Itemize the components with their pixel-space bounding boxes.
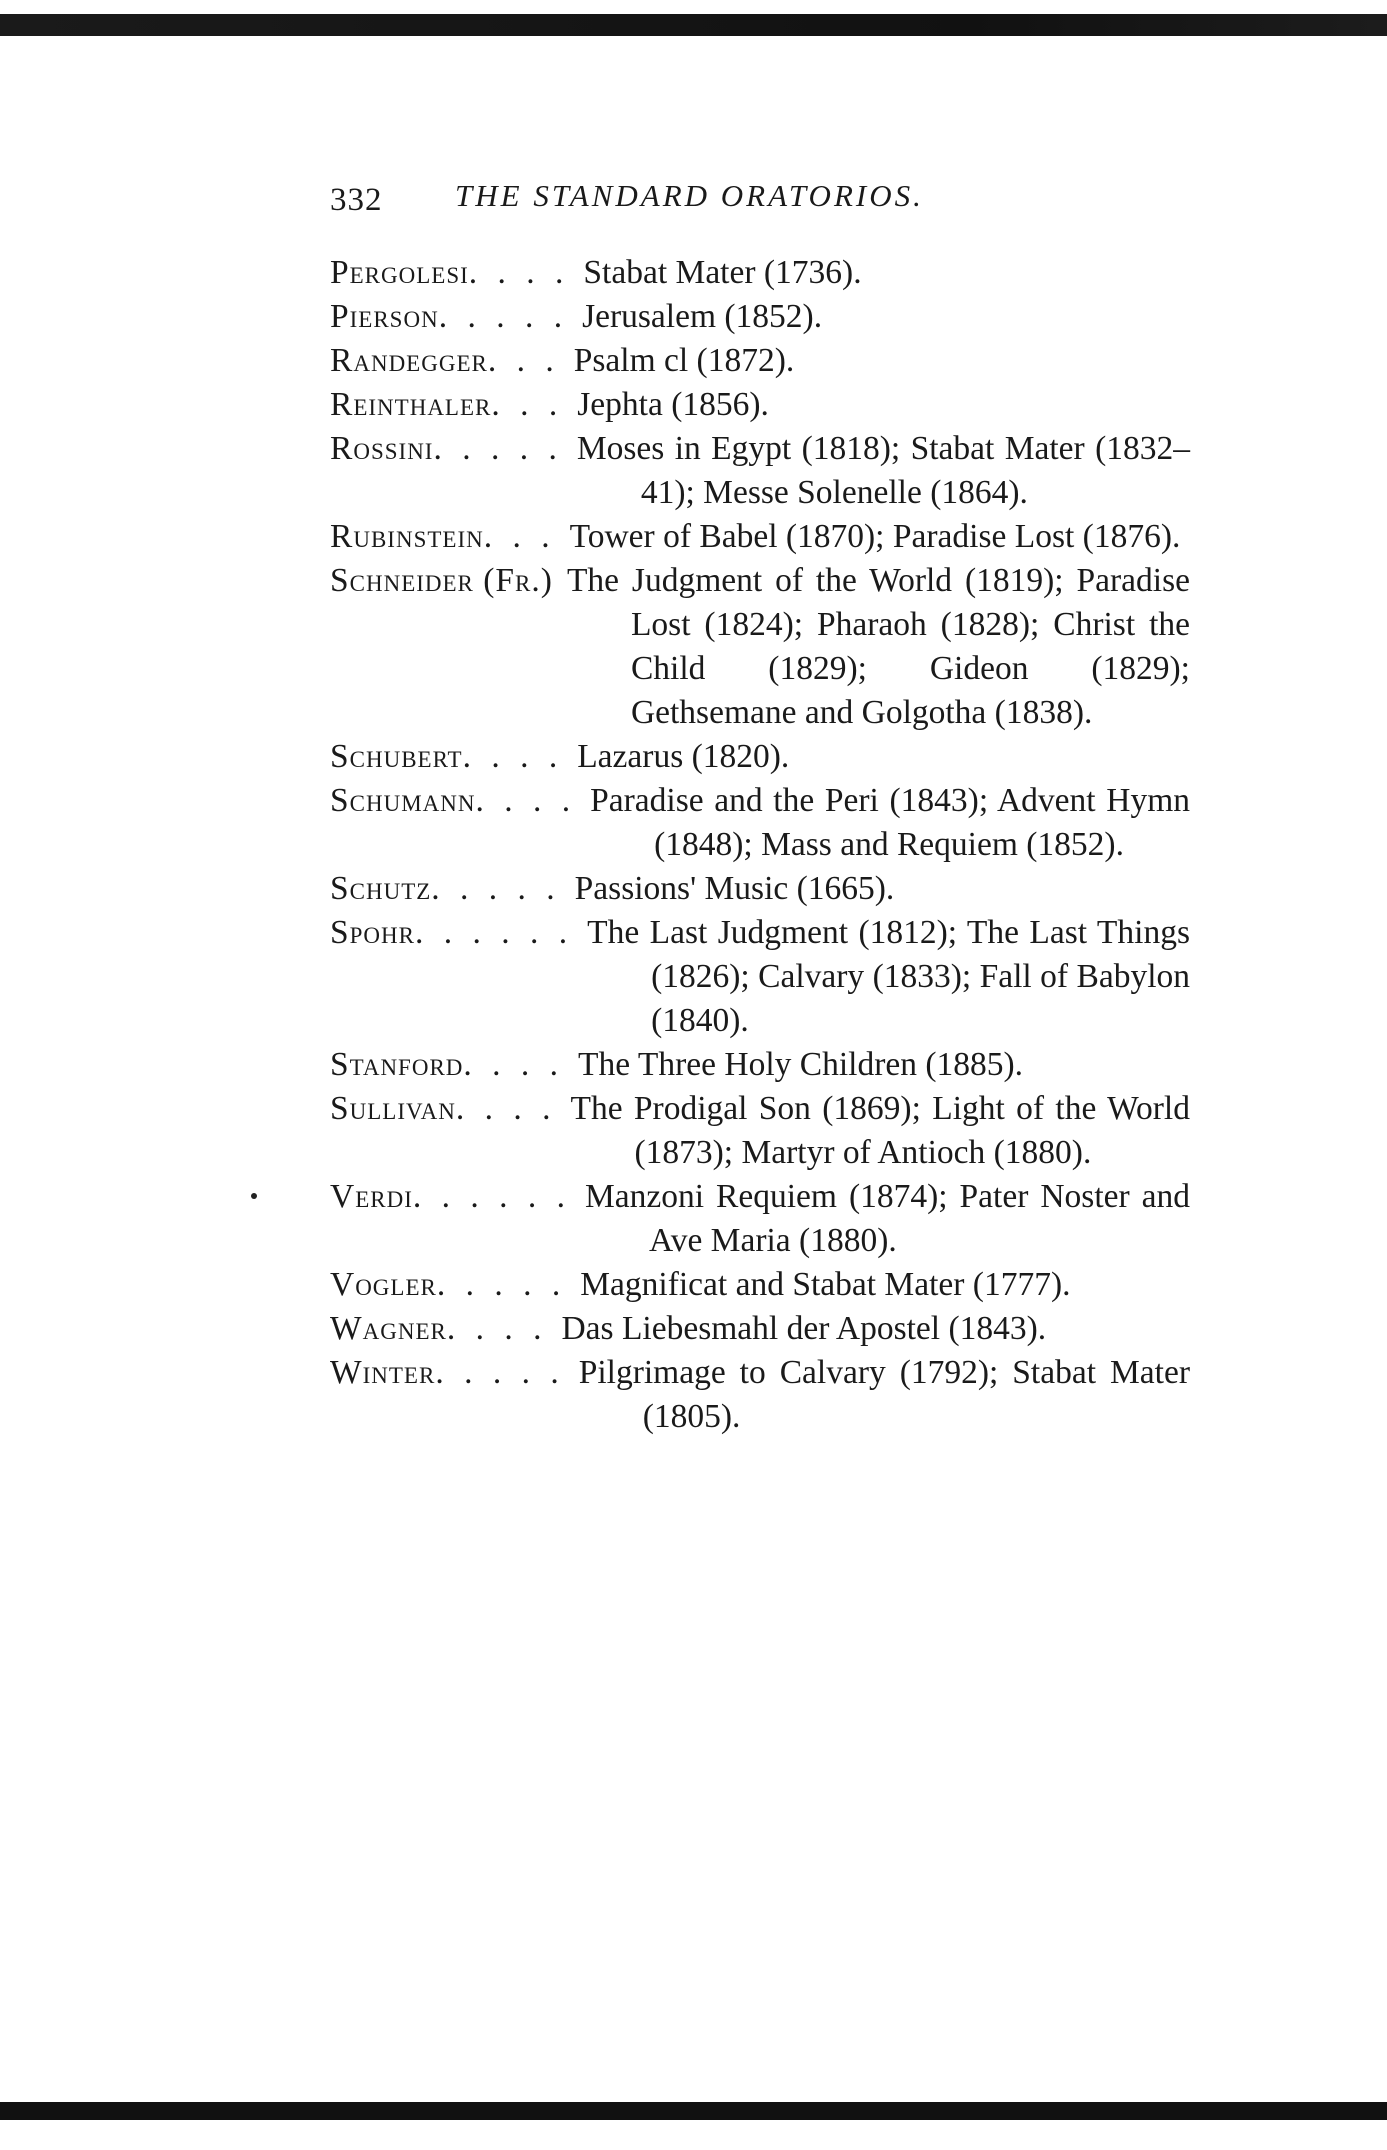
oratorio-list bbox=[330, 251, 1190, 1439]
composer-name: Randegger bbox=[330, 342, 488, 379]
list-item bbox=[330, 339, 1190, 383]
dot-leader: . . . . bbox=[475, 782, 577, 819]
dot-leader: . . . . bbox=[463, 1046, 565, 1083]
list-item bbox=[330, 295, 1190, 339]
dot-leader: . . . . . bbox=[435, 1354, 565, 1391]
works-list: The Three Holy Children (1885). bbox=[578, 1046, 1024, 1083]
list-item bbox=[330, 559, 1190, 735]
list-item bbox=[330, 1043, 1190, 1087]
works-list: Paradise and the Peri (1843); Advent Hymn (1848); Mass and Requiem (1852). bbox=[590, 782, 1190, 863]
dot-leader: . . . . bbox=[455, 1090, 557, 1127]
works-list: Das Liebesmahl der Apostel (1843). bbox=[561, 1310, 1047, 1347]
dot-leader: . . . bbox=[483, 518, 556, 555]
composer-name: Wagner bbox=[330, 1310, 447, 1347]
dot-leader: . . . bbox=[491, 386, 564, 423]
scan-border-bottom bbox=[0, 2102, 1387, 2120]
dot-leader: . . . . . bbox=[433, 430, 563, 467]
composer-name: Verdi bbox=[330, 1178, 413, 1215]
list-item bbox=[330, 1307, 1190, 1351]
composer-name: Schubert bbox=[330, 738, 463, 775]
works-list: Pilgrimage to Calvary (1792); Stabat Mater (1805). bbox=[578, 1354, 1190, 1435]
list-item bbox=[330, 1263, 1190, 1307]
composer-name: Spohr bbox=[330, 914, 415, 951]
works-list: Tower of Babel (1870); Paradise Lost (1876). bbox=[569, 518, 1181, 555]
dot-leader: . . . . bbox=[446, 1310, 548, 1347]
list-item bbox=[330, 383, 1190, 427]
list-item bbox=[330, 911, 1190, 1043]
scan-border-top bbox=[0, 14, 1387, 36]
dot-leader: . . . . . . bbox=[412, 1178, 571, 1215]
composer-name: Winter bbox=[330, 1354, 436, 1391]
composer-name: Rubinstein bbox=[330, 518, 484, 555]
dot-leader: . . . . bbox=[462, 738, 564, 775]
dot-leader: . . . . . bbox=[438, 298, 569, 335]
page-number: 332 bbox=[330, 182, 383, 218]
works-list: Stabat Mater (1736). bbox=[583, 254, 862, 291]
print-speck bbox=[251, 1193, 257, 1199]
composer-name: Vogler bbox=[330, 1266, 437, 1303]
works-list: The Judgment of the World (1819); Paradise Lost (1824); Pharaoh (1828); Christ the Child (1829); Gideon (1829); Gethsemane and Golgotha (1838). bbox=[566, 562, 1190, 731]
works-list: The Prodigal Son (1869); Light of the World (1873); Martyr of Antioch (1880). bbox=[570, 1090, 1190, 1171]
list-item bbox=[330, 251, 1190, 295]
composer-name: Schneider (Fr.) bbox=[330, 562, 553, 599]
list-item bbox=[330, 867, 1190, 911]
dot-leader: . . . . . bbox=[436, 1266, 567, 1303]
list-item bbox=[330, 779, 1190, 867]
composer-name: Rossini bbox=[330, 430, 434, 467]
works-list: Lazarus (1820). bbox=[577, 738, 790, 775]
dot-leader: . . . bbox=[487, 342, 560, 379]
works-list: Jerusalem (1852). bbox=[582, 298, 823, 335]
list-item bbox=[330, 1175, 1190, 1263]
running-title: THE STANDARD ORATORIOS. bbox=[455, 178, 924, 213]
works-list: Psalm cl (1872). bbox=[573, 342, 795, 379]
composer-name: Schumann bbox=[330, 782, 476, 819]
list-item bbox=[330, 427, 1190, 515]
composer-name: Pierson bbox=[330, 298, 439, 335]
works-list: Manzoni Requiem (1874); Pater Noster and Ave Maria (1880). bbox=[584, 1178, 1190, 1259]
dot-leader: . . . . bbox=[468, 254, 570, 291]
dot-leader: . . . . . bbox=[431, 870, 561, 907]
composer-name: Schutz bbox=[330, 870, 432, 907]
composer-name: Reinthaler bbox=[330, 386, 492, 423]
works-list: Passions' Music (1665). bbox=[574, 870, 895, 907]
list-item bbox=[330, 515, 1190, 559]
works-list: Moses in Egypt (1818); Stabat Mater (1832–41); Messe Solenelle (1864). bbox=[576, 430, 1190, 511]
works-list: The Last Judgment (1812); The Last Things (1826); Calvary (1833); Fall of Babylon (1840). bbox=[587, 914, 1190, 1039]
list-item bbox=[330, 735, 1190, 779]
composer-name: Pergolesi bbox=[330, 254, 469, 291]
list-item bbox=[330, 1351, 1190, 1439]
works-list: Jephta (1856). bbox=[577, 386, 769, 423]
composer-name: Stanford bbox=[330, 1046, 464, 1083]
composer-name: Sullivan bbox=[330, 1090, 456, 1127]
list-item bbox=[330, 1087, 1190, 1175]
dot-leader: . . . . . . bbox=[414, 914, 574, 951]
page-header bbox=[330, 172, 1230, 222]
works-list: Magnificat and Stabat Mater (1777). bbox=[580, 1266, 1071, 1303]
